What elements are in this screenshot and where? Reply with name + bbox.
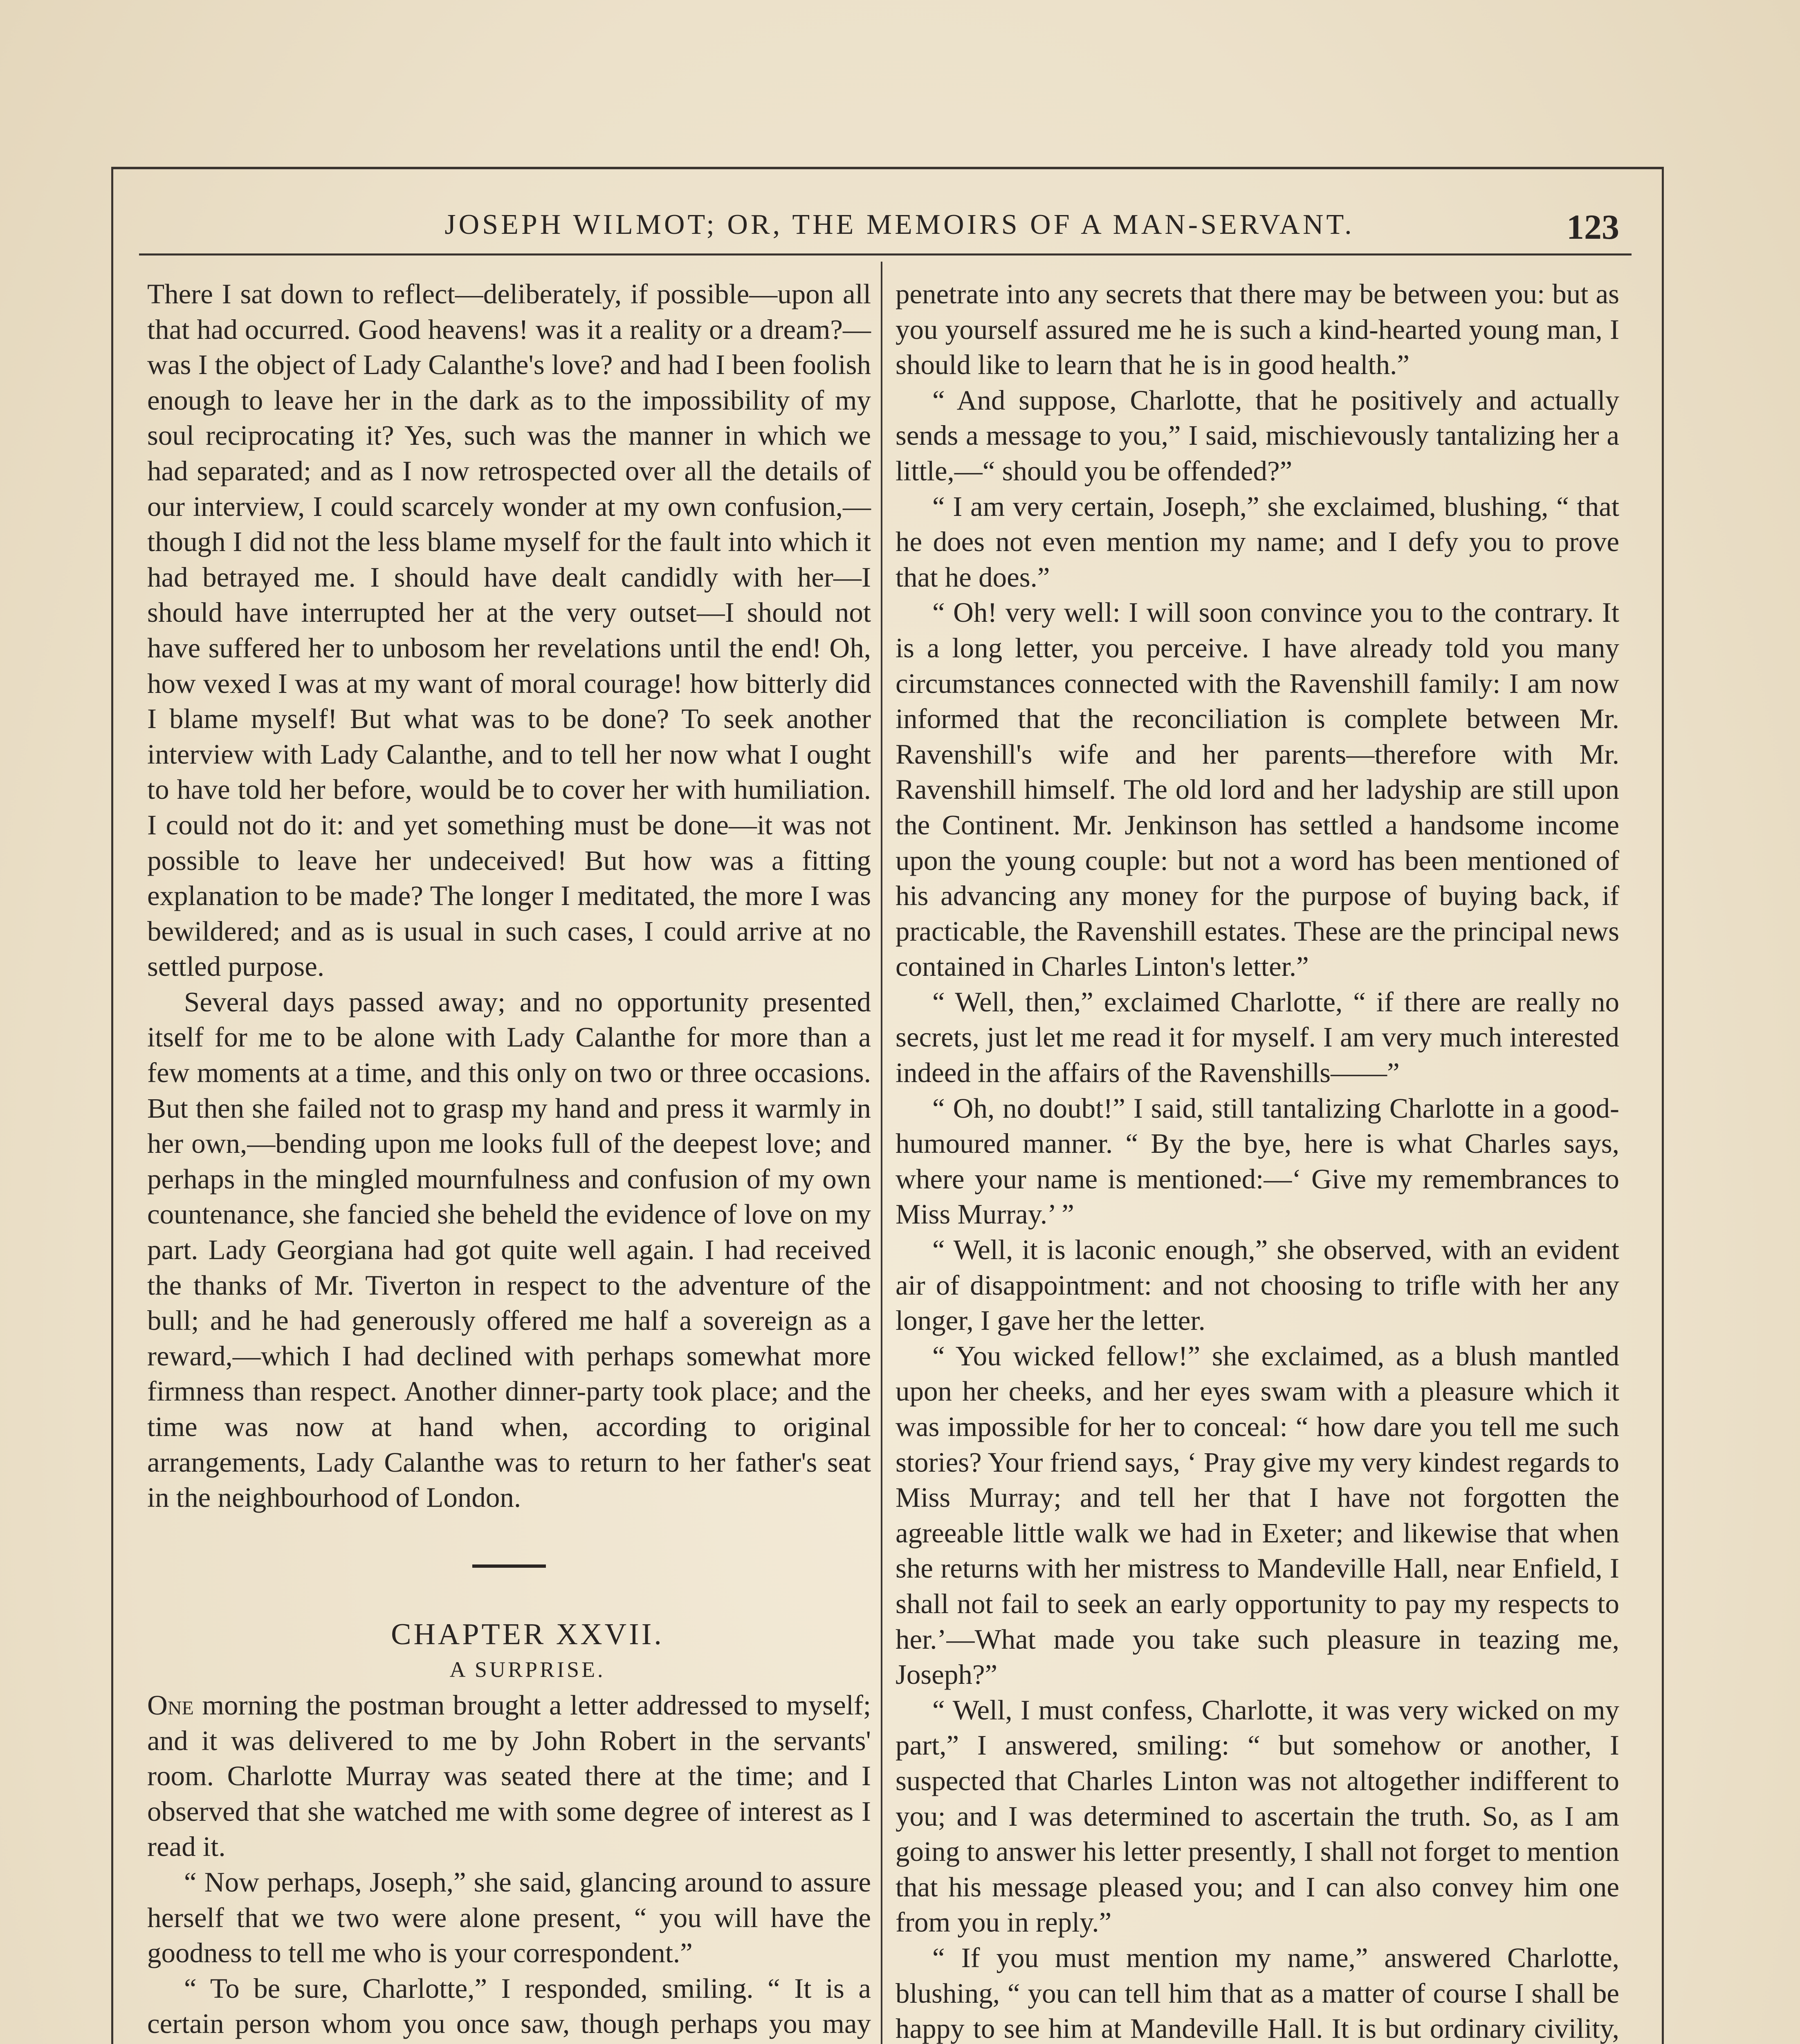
- header-rule: [139, 253, 1632, 256]
- paragraph: “ Well, then,” exclaimed Charlotte, “ if there are really no secrets, just let me read it for myself. I am very much interested indeed in the affairs of the Ravenshills——”: [896, 986, 1619, 1089]
- paragraph: penetrate into any secrets that there may be between you: but as you yourself assured me he is such a kind-hearted young man, I should like to learn that he is in good health.”: [896, 278, 1619, 381]
- column-divider: [881, 262, 882, 2044]
- right-column: [896, 276, 1619, 2044]
- frame-right-rule: [1662, 167, 1664, 2044]
- paragraph: “ Well, I must confess, Charlotte, it was very wicked on my part,” I answered, smiling: “ but somehow or another, I suspected that Charles Linton was not altogether indifferent to you; and I was determined to ascertain the truth. So, as I am going to answer his letter presently, I shall not forget to mention that his message pleased you; and I can also convey him one from you in reply.”: [896, 1694, 1619, 1938]
- paragraph: There I sat down to reflect—deliberately, if possible—upon all that had occurred. Good heavens! was it a reality or a dream?—was I the object of Lady Calanthe's love? and had I been foolish enough to leave her in the dark as to the impossibility of my soul reciprocating it? Yes, such was the manner in which we had separated; and as I now retrospected over all the details of our interview, I could scarcely wonder at my own confusion,—though I did not the less blame myself for the fault into which it had betrayed me. I should have dealt candidly with her—I should have interrupted her at the very outset—I should not have suffered her to unbosom her revelations until the end! Oh, how vexed I was at my want of moral courage! how bitterly did I blame myself! But what was to be done? To seek another interview with Lady Calanthe, and to tell her now what I ought to have told her before, would be to cover her with humiliation. I could not do it: and yet something must be done—it was not possible to leave her undeceived! But how was a fitting explanation to be made? The longer I meditated, the more I was bewildered; and as is usual in such cases, I could arrive at no settled purpose.: [147, 278, 871, 982]
- frame-left-rule: [111, 167, 113, 2044]
- paragraph: “ You wicked fellow!” she exclaimed, as a blush mantled upon her cheeks, and her eyes swam with a pleasure which it was impossible for her to conceal: “ how dare you tell me such stories? Your friend says, ‘ Pray give my very kindest regards to Miss Murray; and tell her that I have not forgotten the agreeable little walk we had in Exeter; and likewise that when she returns with her mistress to Mandeville Hall, near Enfield, I shall not fail to seek an early opportunity to pay my respects to her.’—What made you take such pleasure in teazing me, Joseph?”: [896, 1340, 1619, 1690]
- paragraph: “ And suppose, Charlotte, that he positively and actually sends a message to you,” I said, mischievously tantalizing her a little,—“ should you be offended?”: [896, 384, 1619, 486]
- paragraph: “ Oh! very well: I will soon convince you to the contrary. It is a long letter, you perceive. I have already told you many circumstances connected with the Ravenshill family: I am now informed that the reconciliation is complete between Mr. Ravenshill's wife and her parents—therefore with Mr. Ravenshill himself. The old lord and her ladyship are still upon the Continent. Mr. Jenkinson has settled a handsome income upon the young couple: but not a word has been mentioned of his advancing any money for the purpose of buying back, if practicable, the Ravenshill estates. These are the principal news contained in Charles Linton's letter.”: [896, 597, 1619, 982]
- left-column: [147, 276, 871, 2044]
- chapter-first-word: One: [147, 1689, 194, 1721]
- paragraph: “ Now perhaps, Joseph,” she said, glancing around to assure herself that we two were alone present, “ you will have the goodness to tell me who is your correspondent.”: [147, 1866, 871, 1969]
- running-head: JOSEPH WILMOT; OR, THE MEMOIRS OF A MAN-SERVANT.: [444, 209, 1355, 240]
- paragraph: “ If you must mention my name,” answered Charlotte, blushing, “ you can tell him that as a matter of course I shall be happy to see him at Mandeville Hall. It is but ordinary civility,: [896, 1942, 1619, 2044]
- section-break-rule: [472, 1564, 546, 1568]
- page-number: 123: [1567, 207, 1619, 247]
- paragraph: Several days passed away; and no opportunity presented itself for me to be alone with Lady Calanthe for more than a few moments at a time, and this only on two or three occasions. But then she failed not to grasp my hand and press it warmly in her own,—bending upon me looks full of the deepest love; and perhaps in the mingled mournfulness and confusion of my own countenance, she fancied she beheld the evidence of love on my part. Lady Georgiana had got quite well again. I had received the thanks of Mr. Tiverton in respect to the adventure of the bull; and he had generously offered me half a sovereign as a reward,—which I had declined with perhaps somewhat more firmness than respect. Another dinner-party took place; and the time was now at hand when, according to original arrangements, Lady Calanthe was to return to her father's seat in the neighbourhood of London.: [147, 986, 871, 1513]
- chapter-title: CHAPTER XXVII.: [391, 1617, 664, 1651]
- frame-top-rule: [111, 167, 1662, 169]
- chapter-opening-paragraph: [147, 1688, 871, 1865]
- chapter-subtitle: A SURPRISE.: [449, 1657, 606, 1682]
- paragraph: “ Well, it is laconic enough,” she observed, with an evident air of disappointment: and not choosing to trifle with her any longer, I gave her the letter.: [896, 1234, 1619, 1336]
- paragraph: “ To be sure, Charlotte,” I responded, smiling. “ It is a certain person whom you once saw, though perhaps you may: [147, 1972, 871, 2040]
- paragraph: “ I am very certain, Joseph,” she exclaimed, blushing, “ that he does not even mention my name; and I defy you to prove that he does.”: [896, 491, 1619, 593]
- paragraph: “ Oh, no doubt!” I said, still tantalizing Charlotte in a good-humoured manner. “ By the bye, here is what Charles says, where your name is mentioned:—‘ Give my remembrances to Miss Murray.’ ”: [896, 1092, 1619, 1230]
- chapter-opening-text: morning the postman brought a letter addressed to myself; and it was delivered to me by John Robert in the servants' room. Charlotte Murray was seated there at the time; and I observed that she watched me with some degree of interest as I read it.: [147, 1689, 871, 1862]
